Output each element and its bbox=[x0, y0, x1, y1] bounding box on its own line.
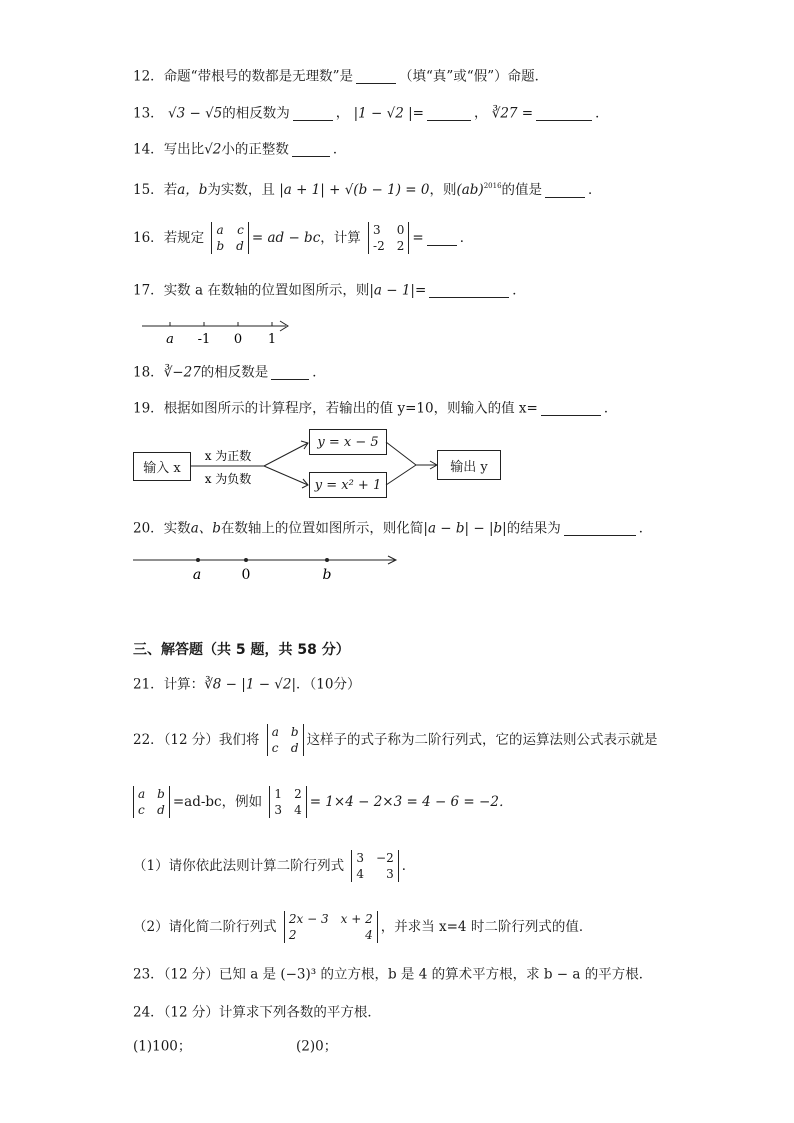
question-number: 21． bbox=[133, 676, 164, 693]
punctuation: ． bbox=[638, 520, 653, 537]
question-text: 计算求下列各数的平方根． bbox=[218, 1004, 381, 1021]
sub-item-2: (2)0； bbox=[295, 1038, 338, 1055]
axis-label-a: a bbox=[166, 332, 174, 347]
math-expression: a，b bbox=[177, 182, 208, 198]
question-text: （2）请化简二阶行列式 bbox=[133, 919, 277, 935]
axis-label-0: 0 bbox=[233, 332, 243, 347]
question-22-rule bbox=[133, 786, 512, 818]
question-number: 16． bbox=[133, 230, 164, 246]
number-line-17 bbox=[140, 314, 300, 348]
question-text: ．（10分） bbox=[296, 676, 361, 693]
axis-label-0: 0 bbox=[241, 567, 251, 583]
question-text: =ad-bc，例如 bbox=[172, 794, 263, 810]
punctuation: ． bbox=[312, 364, 326, 381]
question-number: 13． bbox=[133, 105, 164, 122]
determinant: a b c d bbox=[133, 786, 170, 818]
branch-label-positive: x 为正数 bbox=[204, 449, 252, 463]
question-18 bbox=[133, 362, 326, 383]
formula-box-negative: y = x² + 1 bbox=[309, 472, 387, 498]
answer-blank bbox=[271, 365, 309, 380]
answer-blank bbox=[292, 142, 330, 157]
question-text: 的相反数是 bbox=[200, 364, 269, 381]
exponent: 2016 bbox=[483, 182, 502, 190]
punctuation: ． bbox=[332, 141, 347, 158]
question-number: 15． bbox=[133, 182, 164, 198]
question-13: 13． √3 − √5的相反数为 ， |1 − √2 |= ， ∛27 = ． bbox=[133, 105, 609, 122]
math-expression: |a − 1|= bbox=[369, 282, 427, 299]
punctuation: ． bbox=[459, 230, 474, 246]
flow-diagram-arrows bbox=[190, 425, 440, 505]
answer-blank bbox=[356, 69, 396, 84]
question-14 bbox=[133, 139, 346, 160]
math-expression: √3 − √5 bbox=[167, 105, 223, 122]
question-text: （1）请你依此法则计算二阶行列式 bbox=[133, 858, 345, 874]
question-number: 24． bbox=[133, 1004, 164, 1021]
question-number: 17． bbox=[133, 282, 164, 299]
question-24 bbox=[133, 1002, 381, 1023]
question-text: 的值是 bbox=[501, 182, 543, 198]
question-number: 20． bbox=[133, 520, 164, 537]
determinant: 3 0 -2 2 bbox=[368, 222, 409, 254]
question-text: 实数 a 在数轴的位置如图所示，则 bbox=[163, 282, 370, 299]
question-text: ，计算 bbox=[320, 230, 361, 246]
answer-blank bbox=[427, 106, 471, 121]
branch-label-negative: x 为负数 bbox=[204, 472, 252, 486]
determinant: 3 −2 4 3 bbox=[351, 850, 398, 882]
math-expression: a、b bbox=[190, 520, 221, 537]
axis-label-a: a bbox=[192, 567, 202, 583]
question-text: ，则 bbox=[429, 182, 457, 198]
question-text: ，并求当 x=4 时二阶行列式的值． bbox=[380, 919, 593, 935]
math-expression: ∛27 = bbox=[491, 105, 534, 122]
determinant: a c b d bbox=[211, 222, 248, 254]
question-16 bbox=[133, 222, 473, 254]
question-22 bbox=[133, 724, 658, 756]
math-expression: √2 bbox=[204, 141, 222, 158]
math-expression: ∛−27 bbox=[163, 364, 201, 381]
question-text: 写出比 bbox=[163, 141, 205, 158]
formula-box-positive: y = x − 5 bbox=[309, 429, 387, 455]
determinant: a b c d bbox=[267, 724, 304, 756]
question-number: 18． bbox=[133, 364, 164, 381]
question-number: 12． bbox=[133, 68, 164, 85]
answer-blank bbox=[564, 521, 636, 536]
question-22-part2 bbox=[133, 911, 592, 943]
question-22-part1 bbox=[133, 850, 415, 882]
question-12 bbox=[133, 66, 548, 87]
punctuation: ． bbox=[603, 400, 618, 417]
question-17 bbox=[133, 280, 526, 301]
question-text: 的相反数为 bbox=[222, 105, 290, 122]
question-20 bbox=[133, 518, 652, 539]
question-text: （填“真”或“假”）命题． bbox=[399, 68, 549, 85]
output-y-box: 输出 y bbox=[437, 450, 501, 480]
question-score: （12 分） bbox=[163, 732, 219, 748]
question-19 bbox=[133, 398, 617, 419]
question-number: 23． bbox=[133, 966, 164, 983]
punctuation: ． bbox=[512, 282, 526, 299]
answer-blank bbox=[545, 183, 585, 198]
axis-label-1: 1 bbox=[267, 332, 277, 347]
question-text: 实数 bbox=[163, 520, 191, 537]
axis-label-neg1: -1 bbox=[197, 332, 211, 347]
question-text: 在数轴上的位置如图所示，则化简 bbox=[220, 520, 424, 537]
punctuation: ． bbox=[595, 105, 609, 122]
sub-item-1: (1)100； bbox=[133, 1038, 192, 1055]
answer-blank bbox=[427, 231, 457, 246]
question-text: 为实数，且 bbox=[207, 182, 275, 198]
math-expression: = bbox=[412, 230, 424, 246]
question-text: 这样子的式子称为二阶行列式，它的运算法则公式表示就是 bbox=[306, 732, 658, 748]
axis-label-b: b bbox=[322, 567, 332, 583]
question-text: 命题“带根号的数都是无理数”是 bbox=[163, 68, 353, 85]
answer-blank bbox=[293, 106, 333, 121]
math-expression: ∛8 − |1 − √2| bbox=[204, 676, 297, 693]
answer-blank bbox=[429, 283, 509, 298]
math-expression: = ad − bc bbox=[251, 230, 321, 246]
question-text: 我们将 bbox=[218, 732, 260, 748]
question-number: 14． bbox=[133, 141, 164, 158]
question-text: 小的正整数 bbox=[221, 141, 289, 158]
number-line-20 bbox=[133, 550, 403, 586]
determinant-example: 1 2 3 4 bbox=[269, 786, 306, 818]
question-23 bbox=[133, 964, 652, 985]
math-expression: |a − b| − |b| bbox=[423, 520, 507, 537]
math-expression: = 1×4 − 2×3 = 4 − 6 = −2． bbox=[309, 794, 513, 810]
question-score: （12 分） bbox=[163, 1004, 219, 1021]
math-expression: |1 − √2 |= bbox=[353, 105, 424, 122]
question-24-items bbox=[133, 1036, 337, 1057]
punctuation: ． bbox=[401, 858, 416, 874]
section-heading: 三、解答题（共 5 题，共 58 分） bbox=[133, 642, 350, 658]
answer-blank bbox=[541, 401, 601, 416]
determinant: 2x − 3 x + 2 2 4 bbox=[284, 911, 378, 943]
question-15 bbox=[133, 176, 602, 200]
question-text: 根据如图所示的计算程序，若输出的值 y=10，则输入的值 x= bbox=[163, 400, 538, 417]
punctuation: ． bbox=[588, 182, 602, 198]
question-21 bbox=[133, 674, 360, 695]
question-text: 若 bbox=[163, 182, 178, 198]
math-expression: |a + 1| + √(b − 1) = 0 bbox=[279, 182, 430, 198]
question-number: 19． bbox=[133, 400, 164, 417]
math-expression: (ab) bbox=[456, 182, 484, 198]
question-score: （12 分） bbox=[163, 966, 219, 983]
question-text: 计算： bbox=[163, 676, 205, 693]
question-text: 已知 a 是 (−3)³ 的立方根，b 是 4 的算术平方根，求 b − a 的平方根． bbox=[218, 966, 653, 983]
question-number: 22． bbox=[133, 732, 164, 748]
question-text: 的结果为 bbox=[506, 520, 561, 537]
answer-blank bbox=[536, 106, 592, 121]
question-text: 若规定 bbox=[163, 230, 205, 246]
input-x-box: 输入 x bbox=[133, 452, 191, 481]
